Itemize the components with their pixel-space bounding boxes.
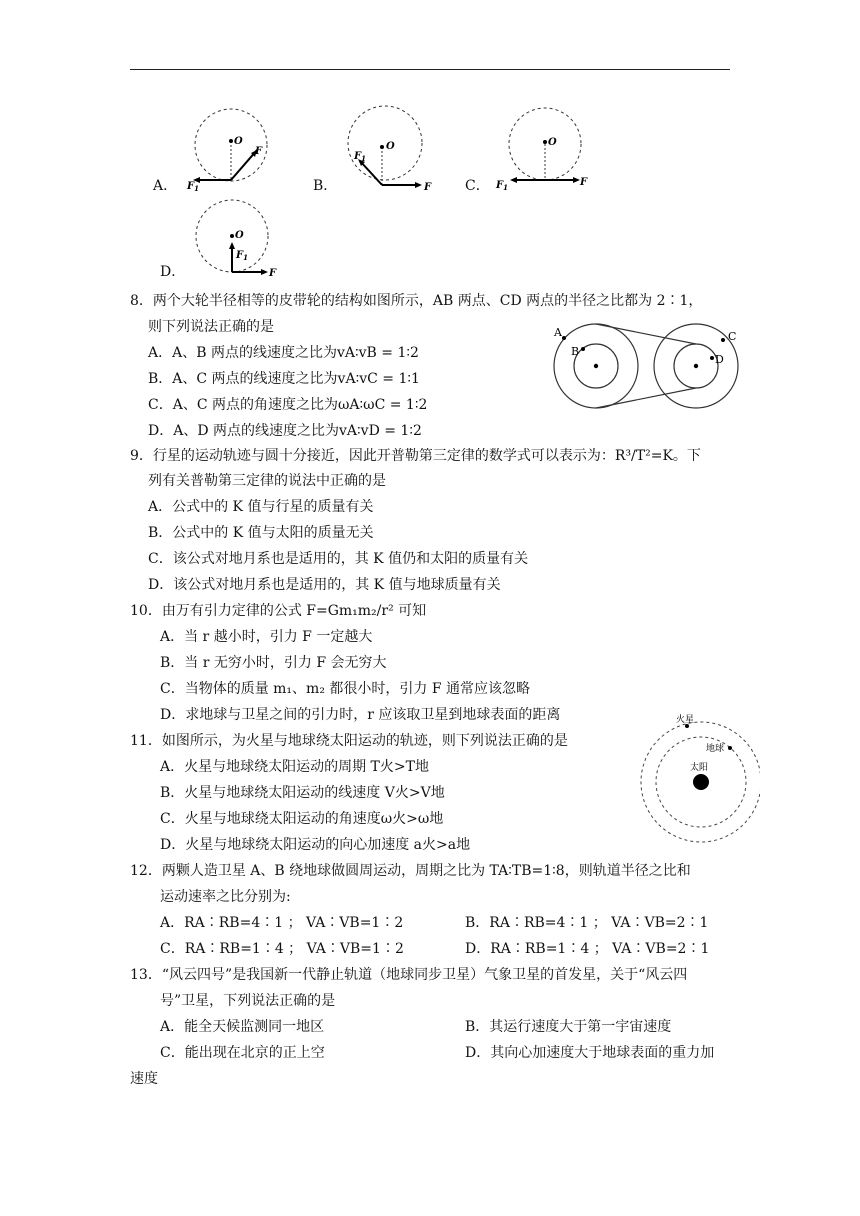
q12-option-a[interactable]: A．RA∶RB=4∶1 ； VA∶VB=1∶2 [160,915,404,931]
svg-text:F1: $F_1$ [236,250,248,262]
q13-option-d-continued: 速度 [130,1071,158,1087]
q9-stem-line2: 列有关普勒第三定律的说法中正确的是 [148,473,386,489]
q9-option-d[interactable]: D．该公式对地月系也是适用的，其 K 值与地球质量有关 [148,577,501,593]
q11-option-b[interactable]: B．火星与地球绕太阳运动的线速度 V火>V地 [160,785,445,801]
svg-text:F1: $F_1$ [354,151,366,163]
q7-option-b-label[interactable]: B． [313,178,338,194]
q11-option-d[interactable]: D．火星与地球绕太阳运动的向心加速度 a火>a地 [160,837,471,853]
q12-option-c[interactable]: C．RA∶RB=1∶4 ； VA∶VB=1∶2 [160,941,404,957]
q8-option-a[interactable]: A．A、B 两点的线速度之比为vA∶vB = 1∶2 [148,345,419,361]
q7-c-f: F [580,177,588,188]
q8-point-a: A [554,326,562,339]
q7-figure-d [190,196,285,282]
q12-stem-line2: 运动速率之比分别为: [160,889,291,905]
q13-option-b[interactable]: B．其运行速度大于第一宇宙速度 [465,1019,672,1035]
q10-option-d[interactable]: D．求地球与卫星之间的引力时，r 应该取卫星到地球表面的距离 [160,707,561,723]
q13-stem-line1: 13．“风云四号”是我国新一代静止轨道（地球同步卫星）气象卫星的首发星，关于“风云四 [130,967,688,983]
q7-figure-c [492,100,592,194]
q12-stem-line1: 12．两颗人造卫星 A、B 绕地球做圆周运动，周期之比为 TA∶TB=1∶8，则轨道半径之比和 [130,863,691,879]
q11-mars-label: 火星 [676,715,695,725]
q13-option-a[interactable]: A．能全天候监测同一地区 [160,1019,325,1035]
q13-stem-line2: 号”卫星，下列说法正确的是 [160,993,336,1009]
q8-point-c: C [728,330,737,343]
q12-option-d[interactable]: D．RA∶RB=1∶4 ； VA∶VB=2∶1 [465,941,710,957]
q7-figure-b [340,97,440,195]
q11-option-a[interactable]: A．火星与地球绕太阳运动的周期 T火>T地 [160,759,429,775]
q7-d-f: F [269,268,277,279]
q11-sun-label: 太阳 [690,763,709,773]
q8-option-b[interactable]: B．A、C 两点的线速度之比为vA∶vC = 1∶1 [148,371,420,387]
q10-option-a[interactable]: A．当 r 越小时，引力 F 一定越大 [160,629,373,645]
q10-stem-line1: 10．由万有引力定律的公式 F=Gm₁m₂/r² 可知 [130,603,427,619]
q9-stem-line1: 9．行星的运动轨迹与圆十分接近，因此开普勒第三定律的数学式可以表示为：R³/T²=K。下 [130,448,701,464]
q7-c-o: O [548,137,557,148]
q11-earth-label: 地球 [706,744,725,754]
q7-a-f1: $F_1$ [187,181,199,193]
q7-option-d-label[interactable]: D． [160,264,186,280]
q7-a-o: O [234,136,243,147]
q13-option-d[interactable]: D．其向心加速度大于地球表面的重力加 [465,1045,715,1061]
q9-option-c[interactable]: C．该公式对地月系也是适用的，其 K 值仍和太阳的质量有关 [148,551,529,567]
q8-stem-line1: 8．两个大轮半径相等的皮带轮的结构如图所示，AB 两点、CD 两点的半径之比都为 2∶1， [130,293,703,309]
q8-belt-pulley-figure [550,318,740,418]
q11-stem-line1: 11．如图所示，为火星与地球绕太阳运动的轨迹，则下列说法正确的是 [130,733,568,749]
q7-figure-a [183,100,273,196]
q7-option-a-label[interactable]: A． [153,178,178,194]
q7-b-o: O [386,141,395,152]
q7-d-o: O [235,230,244,241]
q11-orbit-figure [640,710,760,850]
q12-option-b[interactable]: B．RA∶RB=4∶1 ； VA∶VB=2∶1 [465,915,709,931]
q9-option-b[interactable]: B．公式中的 K 值与太阳的质量无关 [148,525,374,541]
header-rule [130,69,730,70]
q11-option-c[interactable]: C．火星与地球绕太阳运动的角速度ω火>ω地 [160,811,444,827]
svg-text:F1: $F_1$ [496,180,508,192]
q13-option-c[interactable]: C．能出现在北京的正上空 [160,1045,325,1061]
q7-option-c-label[interactable]: C． [465,178,490,194]
q7-b-f: F [424,182,432,193]
q8-point-d: D [715,353,724,366]
q7-a-f: F [255,146,263,157]
q10-option-c[interactable]: C．当物体的质量 m₁、m₂ 都很小时，引力 F 通常应该忽略 [160,681,531,697]
q10-option-b[interactable]: B．当 r 无穷小时，引力 F 会无穷大 [160,655,387,671]
q8-stem-line2: 则下列说法正确的是 [148,319,274,335]
q9-option-a[interactable]: A．公式中的 K 值与行星的质量有关 [148,499,374,515]
q8-option-c[interactable]: C．A、C 两点的角速度之比为ωA∶ωC = 1∶2 [148,397,428,413]
q8-point-b: B [571,345,580,358]
q8-option-d[interactable]: D．A、D 两点的线速度之比为vA∶vD = 1∶2 [148,423,422,439]
